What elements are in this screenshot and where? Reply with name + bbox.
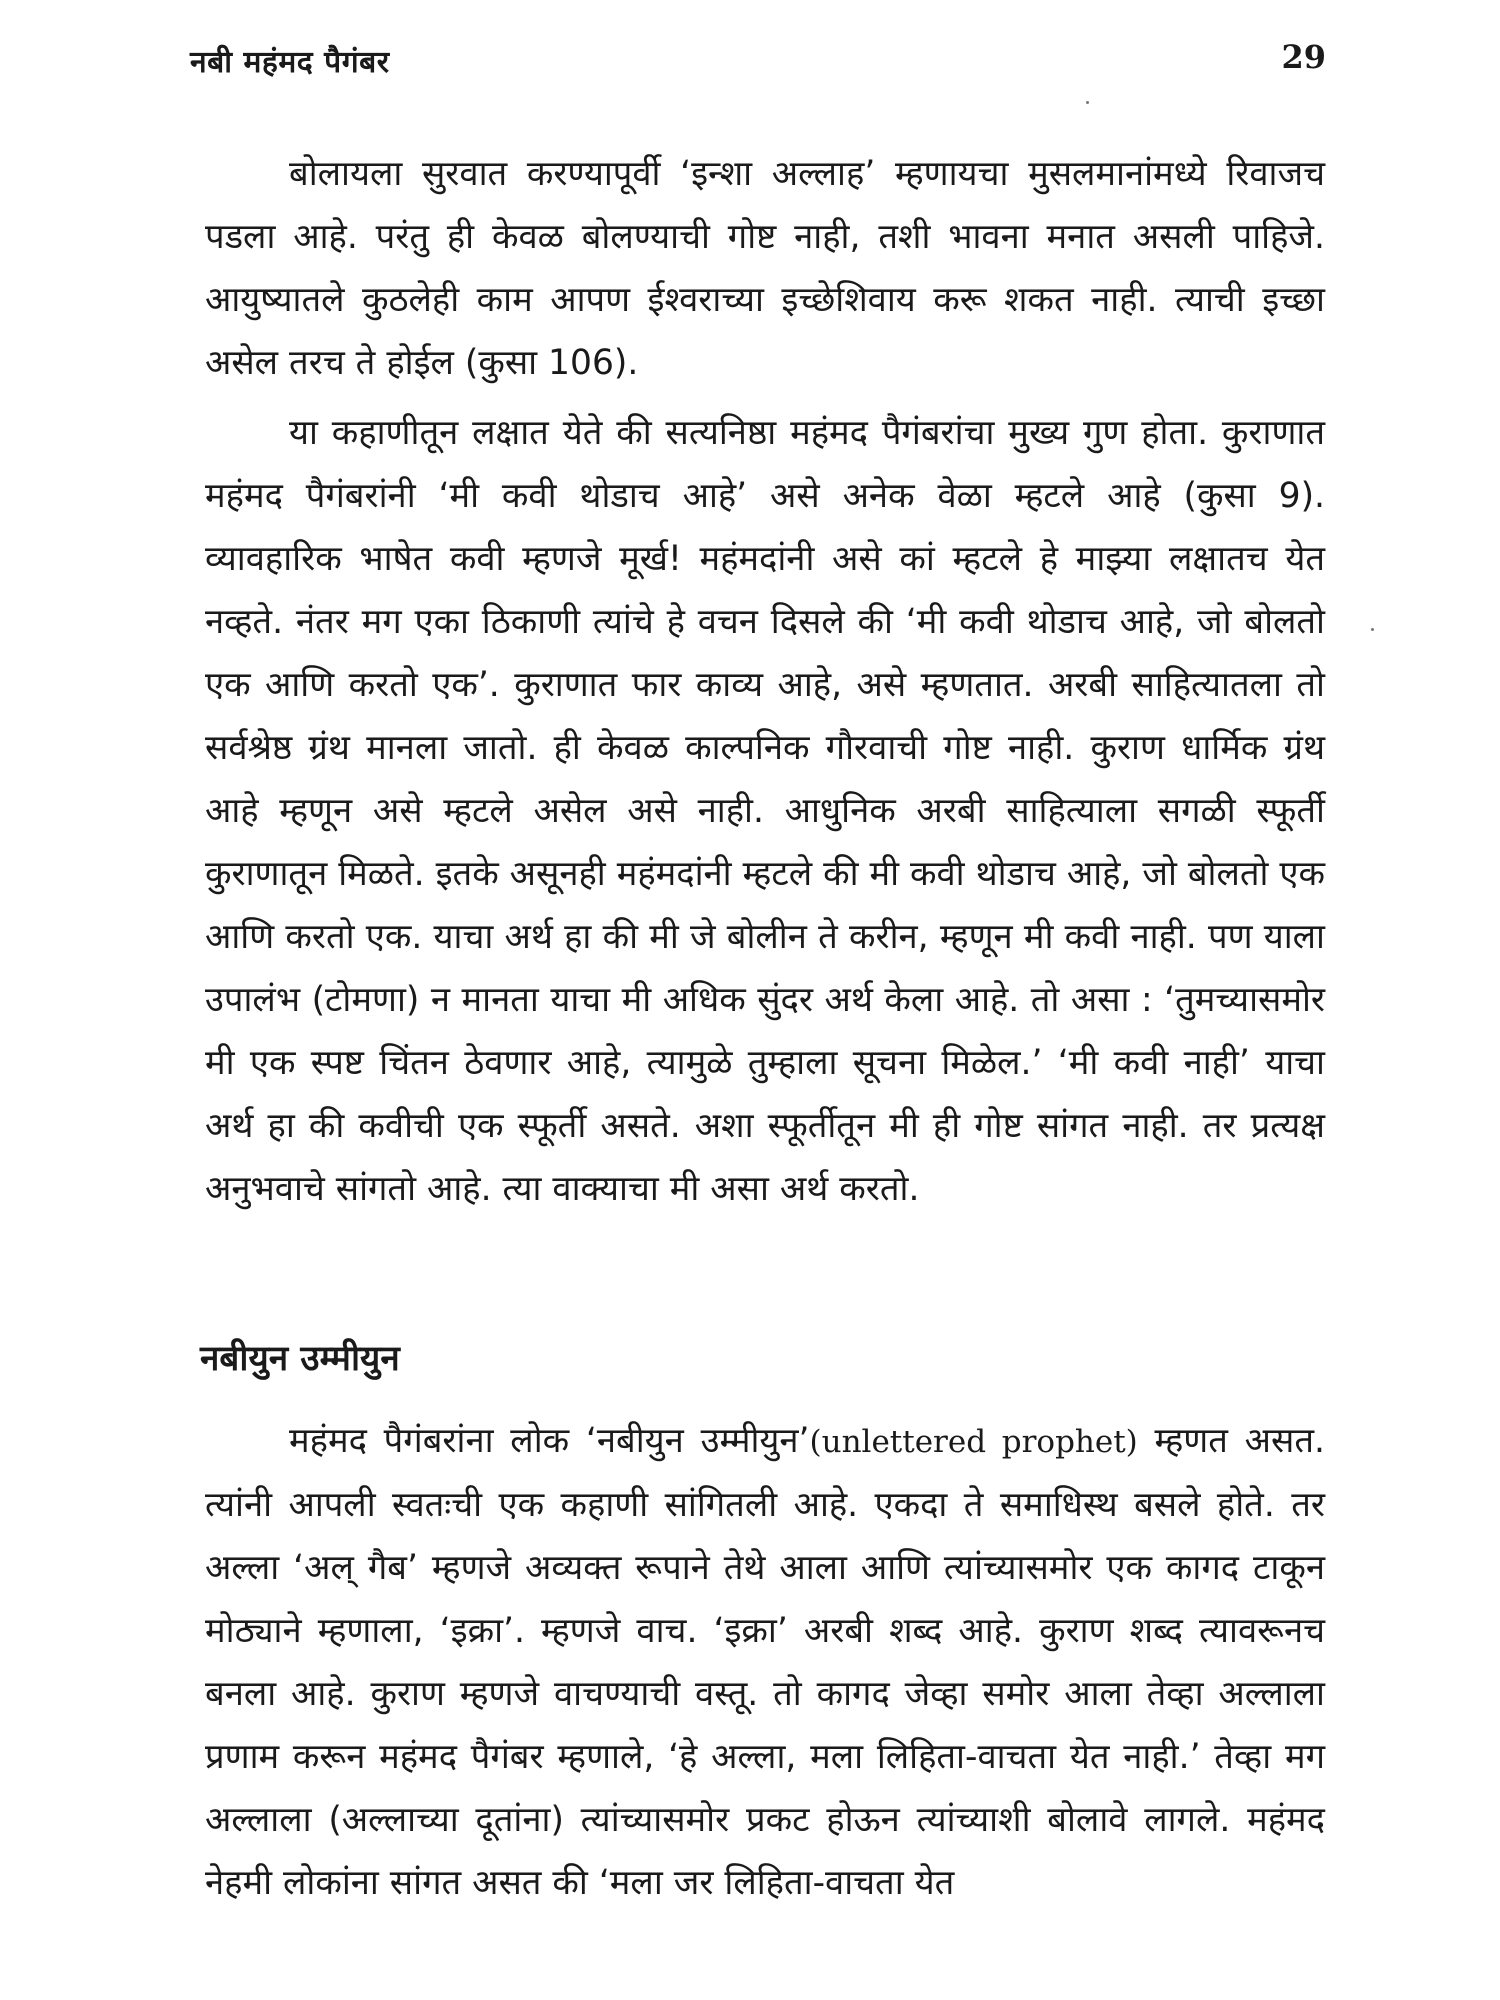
- paragraph-1-text: बोलायला सुरवात करण्यापूर्वी ‘इन्शा अल्लाह’ म्हणायचा मुसलमानांमध्ये रिवाजच पडला आहे. परंतु ही केवळ बोलण्याची गोष्ट नाही, तशी भावना मनात असली पाहिजे. आयुष्यातले कुठलेही काम आपण ईश्वराच्या इच्छेशिवाय करू शकत नाही. त्याची इच्छा असेल तरच ते होईल (कुसा 106).: [205, 154, 1325, 383]
- page-number: 29: [1281, 38, 1326, 76]
- scan-speck: [1086, 101, 1089, 104]
- paragraph-3-english-gloss: (unlettered prophet): [809, 1424, 1138, 1460]
- paragraph-2: [205, 402, 1325, 1221]
- paragraph-1: [205, 143, 1325, 395]
- paragraph-2-text: या कहाणीतून लक्षात येते की सत्यनिष्ठा महंमद पैगंबरांचा मुख्य गुण होता. कुराणात महंमद पैगंबरांनी ‘मी कवी थोडाच आहे’ असे अनेक वेळा म्हटले आहे (कुसा 9). व्यावहारिक भाषेत कवी म्हणजे मूर्ख! महंमदांनी असे कां म्हटले हे माझ्या लक्षातच येत नव्हते. नंतर मग एका ठिकाणी त्यांचे हे वचन दिसले की ‘मी कवी थोडाच आहे, जो बोलतो एक आणि करतो एक’. कुराणात फार काव्य आहे, असे म्हणतात. अरबी साहित्यातला तो सर्वश्रेष्ठ ग्रंथ मानला जातो. ही केवळ काल्पनिक गौरवाची गोष्ट नाही. कुराण धार्मिक ग्रंथ आहे म्हणून असे म्हटले असेल असे नाही. आधुनिक अरबी साहित्याला सगळी स्फूर्ती कुराणातून मिळते. इतके असूनही महंमदांनी म्हटले की मी कवी थोडाच आहे, जो बोलतो एक आणि करतो एक. याचा अर्थ हा की मी जे बोलीन ते करीन, म्हणून मी कवी नाही. पण याला उपालंभ (टोमणा) न मानता याचा मी अधिक सुंदर अर्थ केला आहे. तो असा : ‘तुमच्यासमोर मी एक स्पष्ट चिंतन ठेवणार आहे, त्यामुळे तुम्हाला सूचना मिळेल.’ ‘मी कवी नाही’ याचा अर्थ हा की कवीची एक स्फूर्ती असते. अशा स्फूर्तीतून मी ही गोष्ट सांगत नाही. तर प्रत्यक्ष अनुभवाचे सांगतो आहे. त्या वाक्याचा मी असा अर्थ करतो.: [205, 413, 1326, 1209]
- paragraph-3: [205, 1410, 1325, 1915]
- section-heading: नबीयुन उम्मीयुन: [200, 1339, 400, 1379]
- paragraph-3-start: महंमद पैगंबरांना लोक ‘नबीयुन उम्मीयुन’: [289, 1421, 810, 1461]
- running-head-title: नबी महंमद पैगंबर: [190, 45, 390, 80]
- paragraph-3-text: [205, 1410, 1325, 1915]
- scan-speck: [1371, 628, 1374, 631]
- paragraph-3-rest: म्हणत असत. त्यांनी आपली स्वतःची एक कहाणी सांगितली आहे. एकदा ते समाधिस्थ बसले होते. तर अल्ला ‘अल् गैब’ म्हणजे अव्यक्त रूपाने तेथे आला आणि त्यांच्यासमोर एक कागद टाकून मोठ्याने म्हणाला, ‘इक्रा’. म्हणजे वाच. ‘इक्रा’ अरबी शब्द आहे. कुराण शब्द त्यावरूनच बनला आहे. कुराण म्हणजे वाचण्याची वस्तू. तो कागद जेव्हा समोर आला तेव्हा अल्लाला प्रणाम करून महंमद पैगंबर म्हणाले, ‘हे अल्ला, मला लिहिता-वाचता येत नाही.’ तेव्हा मग अल्लाला (अल्लाच्या दूतांना) त्यांच्यासमोर प्रकट होऊन त्यांच्याशी बोलावे लागले. महंमद नेहमी लोकांना सांगत असत की ‘मला जर लिहिता-वाचता येत: [205, 1421, 1325, 1903]
